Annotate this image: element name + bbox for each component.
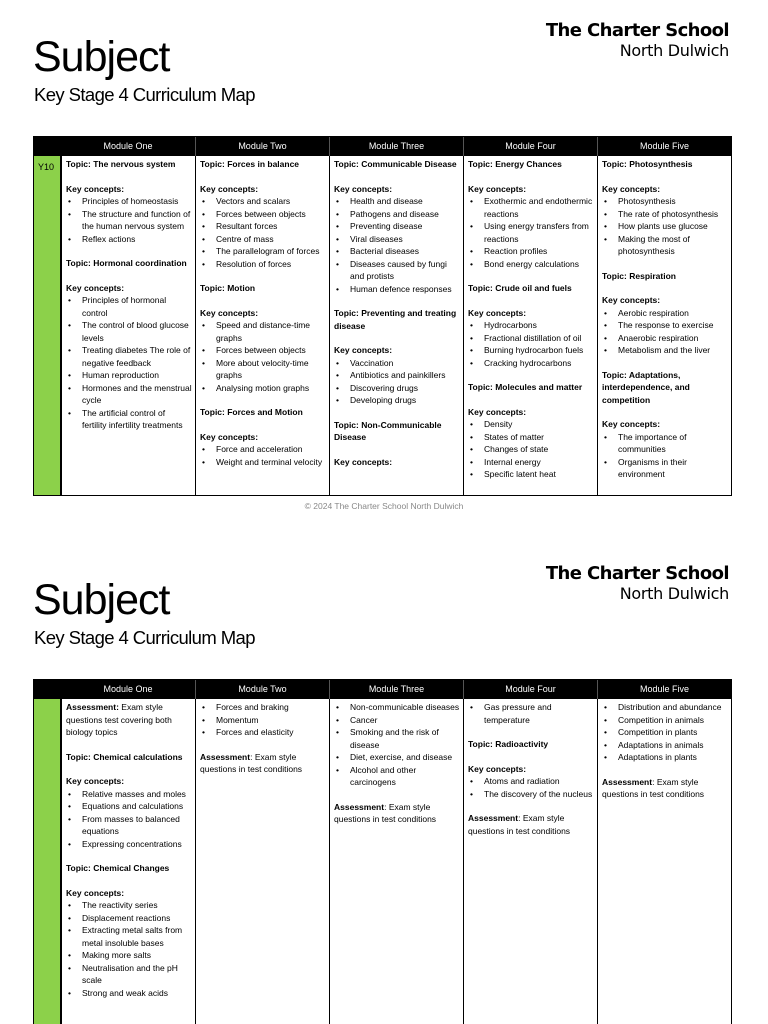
spacer bbox=[468, 270, 594, 282]
list-item: • Weight and terminal velocity bbox=[200, 456, 326, 469]
topic-heading: Topic: Non-Communicable Disease bbox=[334, 419, 442, 442]
table-header-row bbox=[34, 137, 731, 156]
spacer bbox=[468, 171, 594, 183]
table-row bbox=[34, 699, 731, 1024]
spacer bbox=[66, 763, 192, 775]
year-label: Y10 bbox=[34, 156, 61, 495]
spacer bbox=[66, 850, 192, 862]
list-item: • Adaptations in plants bbox=[602, 751, 728, 764]
column-header: Module One bbox=[103, 141, 153, 151]
list-item: • The control of blood glucose levels bbox=[66, 319, 192, 344]
concept-list bbox=[468, 195, 594, 270]
list-item: • The parallelogram of forces bbox=[200, 245, 326, 258]
spacer bbox=[468, 369, 594, 381]
list-item: • Atoms and radiation bbox=[468, 775, 594, 788]
concept-list bbox=[334, 701, 460, 789]
list-item: • Preventing disease bbox=[334, 220, 460, 233]
concept-list bbox=[334, 357, 460, 407]
spacer bbox=[334, 407, 460, 419]
list-item: • Pathogens and disease bbox=[334, 208, 460, 221]
assessment-label: Assessment bbox=[602, 776, 653, 787]
concept-list bbox=[468, 418, 594, 481]
list-item: • The discovery of the nucleus bbox=[468, 788, 594, 801]
column-header: Module Three bbox=[329, 137, 463, 156]
list-item: • Extracting metal salts from metal insoluble bases bbox=[66, 924, 192, 949]
column-header: Module Two bbox=[195, 680, 329, 699]
column-header: Module Five bbox=[597, 137, 731, 156]
page-2 bbox=[0, 543, 768, 1024]
year-label bbox=[34, 699, 61, 1024]
assessment-text: Assessment: Exam style questions test covering both biology topics bbox=[66, 702, 172, 737]
list-item: • Non-communicable diseases bbox=[334, 701, 460, 714]
list-item: • The response to exercise bbox=[602, 319, 728, 332]
table-header-row bbox=[34, 680, 731, 699]
header-year-spacer bbox=[34, 680, 61, 699]
list-item: • From masses to balanced equations bbox=[66, 813, 192, 838]
topic-heading: Topic: Chemical Changes bbox=[66, 863, 170, 873]
list-item: • Health and disease bbox=[334, 195, 460, 208]
school-logo bbox=[546, 22, 729, 59]
topic-heading: Topic: The nervous system bbox=[66, 159, 176, 169]
key-concepts-label: Key concepts: bbox=[200, 307, 259, 318]
list-item: • Gas pressure and temperature bbox=[468, 701, 594, 726]
list-item: • Human reproduction bbox=[66, 369, 192, 382]
concept-list bbox=[468, 701, 594, 726]
list-item: • Forces between objects bbox=[200, 344, 326, 357]
module-cell bbox=[463, 156, 597, 495]
spacer bbox=[334, 789, 460, 801]
list-item: • Hormones and the menstrual cycle bbox=[66, 382, 192, 407]
key-concepts-label: Key concepts: bbox=[602, 295, 661, 305]
curriculum-table bbox=[33, 136, 732, 496]
list-item: • Principles of hormonal control bbox=[66, 294, 192, 319]
school-logo bbox=[546, 565, 729, 602]
list-item: • Organisms in their environment bbox=[602, 456, 728, 481]
list-item: • The reactivity series bbox=[66, 899, 192, 912]
list-item: • Adaptations in animals bbox=[602, 739, 728, 752]
spacer bbox=[602, 764, 728, 776]
spacer bbox=[602, 282, 728, 294]
list-item: • Vectors and scalars bbox=[200, 195, 326, 208]
list-item: • Smoking and the risk of disease bbox=[334, 726, 460, 751]
list-item: • Antibiotics and painkillers bbox=[334, 369, 460, 382]
concept-list bbox=[66, 294, 192, 432]
topic-heading: Topic: Adaptations, interdependence, and competition bbox=[602, 369, 690, 405]
topic-heading: Topic: Forces and Motion bbox=[200, 407, 303, 417]
logo-line-2: North Dulwich bbox=[619, 584, 729, 603]
key-concepts-label: Key concepts: bbox=[66, 282, 125, 293]
key-concepts-label: Key concepts: bbox=[66, 183, 125, 194]
list-item: • Making the most of photosynthesis bbox=[602, 233, 728, 258]
list-item: • Changes of state bbox=[468, 443, 594, 456]
list-item: • Force and acceleration bbox=[200, 443, 326, 456]
list-item: • Burning hydrocarbon fuels bbox=[468, 344, 594, 357]
list-item: • Treating diabetes The role of negative feedback bbox=[66, 344, 192, 369]
list-item: • More about velocity-time graphs bbox=[200, 357, 326, 382]
list-item: • Centre of mass bbox=[200, 233, 326, 246]
list-item: • Exothermic and endothermic reactions bbox=[468, 195, 594, 220]
topic-heading: Topic: Hormonal coordination bbox=[66, 258, 187, 268]
spacer bbox=[66, 171, 192, 183]
assessment-label: Assessment bbox=[468, 813, 519, 823]
list-item: • Density bbox=[468, 418, 594, 431]
concept-list bbox=[602, 307, 728, 357]
spacer bbox=[602, 357, 728, 369]
spacer bbox=[468, 751, 594, 763]
page-subtitle: Key Stage 4 Curriculum Map bbox=[34, 627, 255, 648]
module-cell bbox=[463, 699, 597, 1024]
table-row bbox=[34, 156, 731, 495]
list-item: • Bacterial diseases bbox=[334, 245, 460, 258]
list-item: • Bond energy calculations bbox=[468, 258, 594, 271]
key-concepts-label: Key concepts: bbox=[200, 431, 259, 442]
list-item: • Strong and weak acids bbox=[66, 987, 192, 1000]
column-header: Module Two bbox=[195, 137, 329, 156]
topic-heading: Topic: Communicable Disease bbox=[334, 159, 457, 169]
key-concepts-label: Key concepts: bbox=[200, 183, 259, 194]
module-cell bbox=[195, 156, 329, 495]
header-year-spacer bbox=[34, 137, 61, 156]
list-item: • Hydrocarbons bbox=[468, 319, 594, 332]
spacer bbox=[334, 444, 460, 456]
list-item: • Aerobic respiration bbox=[602, 307, 728, 320]
list-item: • Neutralisation and the pH scale bbox=[66, 962, 192, 987]
list-item: • Equations and calculations bbox=[66, 800, 192, 813]
key-concepts-label: Key concepts: bbox=[602, 183, 661, 194]
column-header: Module Four bbox=[463, 137, 597, 156]
assessment-text: Assessment: Exam style questions in test conditions bbox=[334, 801, 437, 824]
assessment-text: Assessment: Exam style questions in test conditions bbox=[468, 813, 571, 836]
list-item: • Alcohol and other carcinogens bbox=[334, 764, 460, 789]
list-item: • Metabolism and the liver bbox=[602, 344, 728, 357]
logo-line-1: The Charter School bbox=[545, 563, 729, 584]
spacer bbox=[468, 394, 594, 406]
list-item: • Using energy transfers from reactions bbox=[468, 220, 594, 245]
list-item: • How plants use glucose bbox=[602, 220, 728, 233]
concept-list bbox=[602, 431, 728, 481]
list-item: • Principles of homeostasis bbox=[66, 195, 192, 208]
key-concepts-label: Key concepts: bbox=[66, 887, 125, 898]
key-concepts-label: Key concepts: bbox=[468, 183, 527, 194]
module-cell bbox=[61, 156, 195, 495]
list-item: • Forces between objects bbox=[200, 208, 326, 221]
concept-list bbox=[66, 899, 192, 999]
spacer bbox=[200, 739, 326, 751]
list-item: • Developing drugs bbox=[334, 394, 460, 407]
spacer bbox=[66, 739, 192, 751]
column-header: Module Five bbox=[597, 680, 731, 699]
spacer bbox=[66, 245, 192, 257]
spacer bbox=[602, 258, 728, 270]
list-item: • Anaerobic respiration bbox=[602, 332, 728, 345]
list-item: • Diseases caused by fungi and protists bbox=[334, 258, 460, 283]
key-concepts-label: Key concepts: bbox=[66, 776, 125, 786]
spacer bbox=[66, 875, 192, 887]
concept-list bbox=[66, 195, 192, 245]
logo-line-2: North Dulwich bbox=[619, 41, 729, 60]
list-item: • Vaccination bbox=[334, 357, 460, 370]
list-item: • Speed and distance-time graphs bbox=[200, 319, 326, 344]
concept-list bbox=[200, 443, 326, 468]
key-concepts-label: Key concepts: bbox=[334, 456, 393, 467]
list-item: • Forces and elasticity bbox=[200, 726, 326, 739]
list-item: • States of matter bbox=[468, 431, 594, 444]
list-item: • Internal energy bbox=[468, 456, 594, 469]
list-item: • Reaction profiles bbox=[468, 245, 594, 258]
list-item: • Diet, exercise, and disease bbox=[334, 751, 460, 764]
module-cell bbox=[195, 699, 329, 1024]
key-concepts-label: Key concepts: bbox=[602, 419, 661, 429]
spacer bbox=[602, 171, 728, 183]
spacer bbox=[468, 295, 594, 307]
topic-heading: Topic: Radioactivity bbox=[468, 739, 549, 749]
module-cell bbox=[329, 156, 463, 495]
spacer bbox=[200, 419, 326, 431]
list-item: • Cracking hydrocarbons bbox=[468, 357, 594, 370]
spacer bbox=[334, 332, 460, 344]
concept-list bbox=[468, 319, 594, 369]
topic-heading: Topic: Respiration bbox=[602, 270, 676, 281]
key-concepts-label: Key concepts: bbox=[334, 183, 393, 194]
concept-list bbox=[602, 195, 728, 258]
topic-heading: Topic: Photosynthesis bbox=[602, 159, 693, 169]
topic-heading: Topic: Crude oil and fuels bbox=[468, 283, 572, 293]
list-item: • The rate of photosynthesis bbox=[602, 208, 728, 221]
spacer bbox=[602, 406, 728, 418]
concept-list bbox=[200, 319, 326, 394]
concept-list bbox=[200, 701, 326, 739]
concept-list bbox=[200, 195, 326, 270]
copyright-footer: © 2024 The Charter School North Dulwich bbox=[304, 501, 464, 511]
module-cell bbox=[329, 699, 463, 1024]
list-item: • Competition in animals bbox=[602, 714, 728, 727]
assessment-label: Assessment bbox=[334, 801, 385, 812]
list-item: • Human defence responses bbox=[334, 283, 460, 296]
list-item: • Reflex actions bbox=[66, 233, 192, 246]
spacer bbox=[200, 270, 326, 282]
topic-heading: Topic: Forces in balance bbox=[200, 159, 300, 169]
assessment-text: Assessment: Exam style questions in test conditions bbox=[200, 751, 303, 774]
column-header: Module Four bbox=[463, 680, 597, 699]
topic-heading: Topic: Chemical calculations bbox=[66, 751, 183, 762]
list-item: • Cancer bbox=[334, 714, 460, 727]
list-item: • Specific latent heat bbox=[468, 468, 594, 481]
spacer bbox=[334, 295, 460, 307]
concept-list bbox=[602, 701, 728, 764]
key-concepts-label: Key concepts: bbox=[468, 406, 527, 417]
concept-list bbox=[66, 788, 192, 851]
list-item: • The importance of communities bbox=[602, 431, 728, 456]
topic-heading: Topic: Molecules and matter bbox=[468, 382, 583, 392]
list-item: • Photosynthesis bbox=[602, 195, 728, 208]
spacer bbox=[200, 295, 326, 307]
list-item: • Competition in plants bbox=[602, 726, 728, 739]
list-item: • Making more salts bbox=[66, 949, 192, 962]
module-cell bbox=[597, 156, 731, 495]
spacer bbox=[334, 171, 460, 183]
key-concepts-label: Key concepts: bbox=[334, 345, 393, 355]
list-item: • Fractional distillation of oil bbox=[468, 332, 594, 345]
spacer bbox=[200, 394, 326, 406]
list-item: • Expressing concentrations bbox=[66, 838, 192, 851]
assessment-label: Assessment: bbox=[66, 702, 119, 712]
list-item: • Displacement reactions bbox=[66, 912, 192, 925]
module-cell bbox=[597, 699, 731, 1024]
list-item: • Analysing motion graphs bbox=[200, 382, 326, 395]
assessment-label: Assessment bbox=[200, 751, 251, 762]
concept-list bbox=[334, 195, 460, 295]
concept-list bbox=[468, 775, 594, 800]
column-header: Module One bbox=[103, 684, 153, 694]
key-concepts-label: Key concepts: bbox=[468, 307, 527, 318]
list-item: • Forces and braking bbox=[200, 701, 326, 714]
assessment-text: Assessment: Exam style questions in test conditions bbox=[602, 776, 705, 799]
list-item: • The artificial control of fertility infertility treatments bbox=[66, 407, 192, 432]
page-title: Subject bbox=[33, 33, 170, 81]
spacer bbox=[200, 171, 326, 183]
list-item: • The structure and function of the human nervous system bbox=[66, 208, 192, 233]
module-cell bbox=[61, 699, 195, 1024]
spacer bbox=[66, 270, 192, 282]
list-item: • Discovering drugs bbox=[334, 382, 460, 395]
page-subtitle: Key Stage 4 Curriculum Map bbox=[34, 84, 255, 105]
logo-line-1: The Charter School bbox=[545, 20, 729, 41]
spacer bbox=[468, 726, 594, 738]
list-item: • Resolution of forces bbox=[200, 258, 326, 271]
list-item: • Momentum bbox=[200, 714, 326, 727]
curriculum-table bbox=[33, 679, 732, 1024]
topic-heading: Topic: Preventing and treating disease bbox=[334, 308, 457, 331]
page-title: Subject bbox=[33, 576, 170, 624]
list-item: • Distribution and abundance bbox=[602, 701, 728, 714]
list-item: • Relative masses and moles bbox=[66, 788, 192, 801]
key-concepts-label: Key concepts: bbox=[468, 763, 527, 774]
topic-heading: Topic: Energy Chances bbox=[468, 159, 562, 169]
column-header: Module Three bbox=[329, 680, 463, 699]
list-item: • Viral diseases bbox=[334, 233, 460, 246]
topic-heading: Topic: Motion bbox=[200, 283, 256, 293]
list-item: • Resultant forces bbox=[200, 220, 326, 233]
spacer bbox=[468, 800, 594, 812]
